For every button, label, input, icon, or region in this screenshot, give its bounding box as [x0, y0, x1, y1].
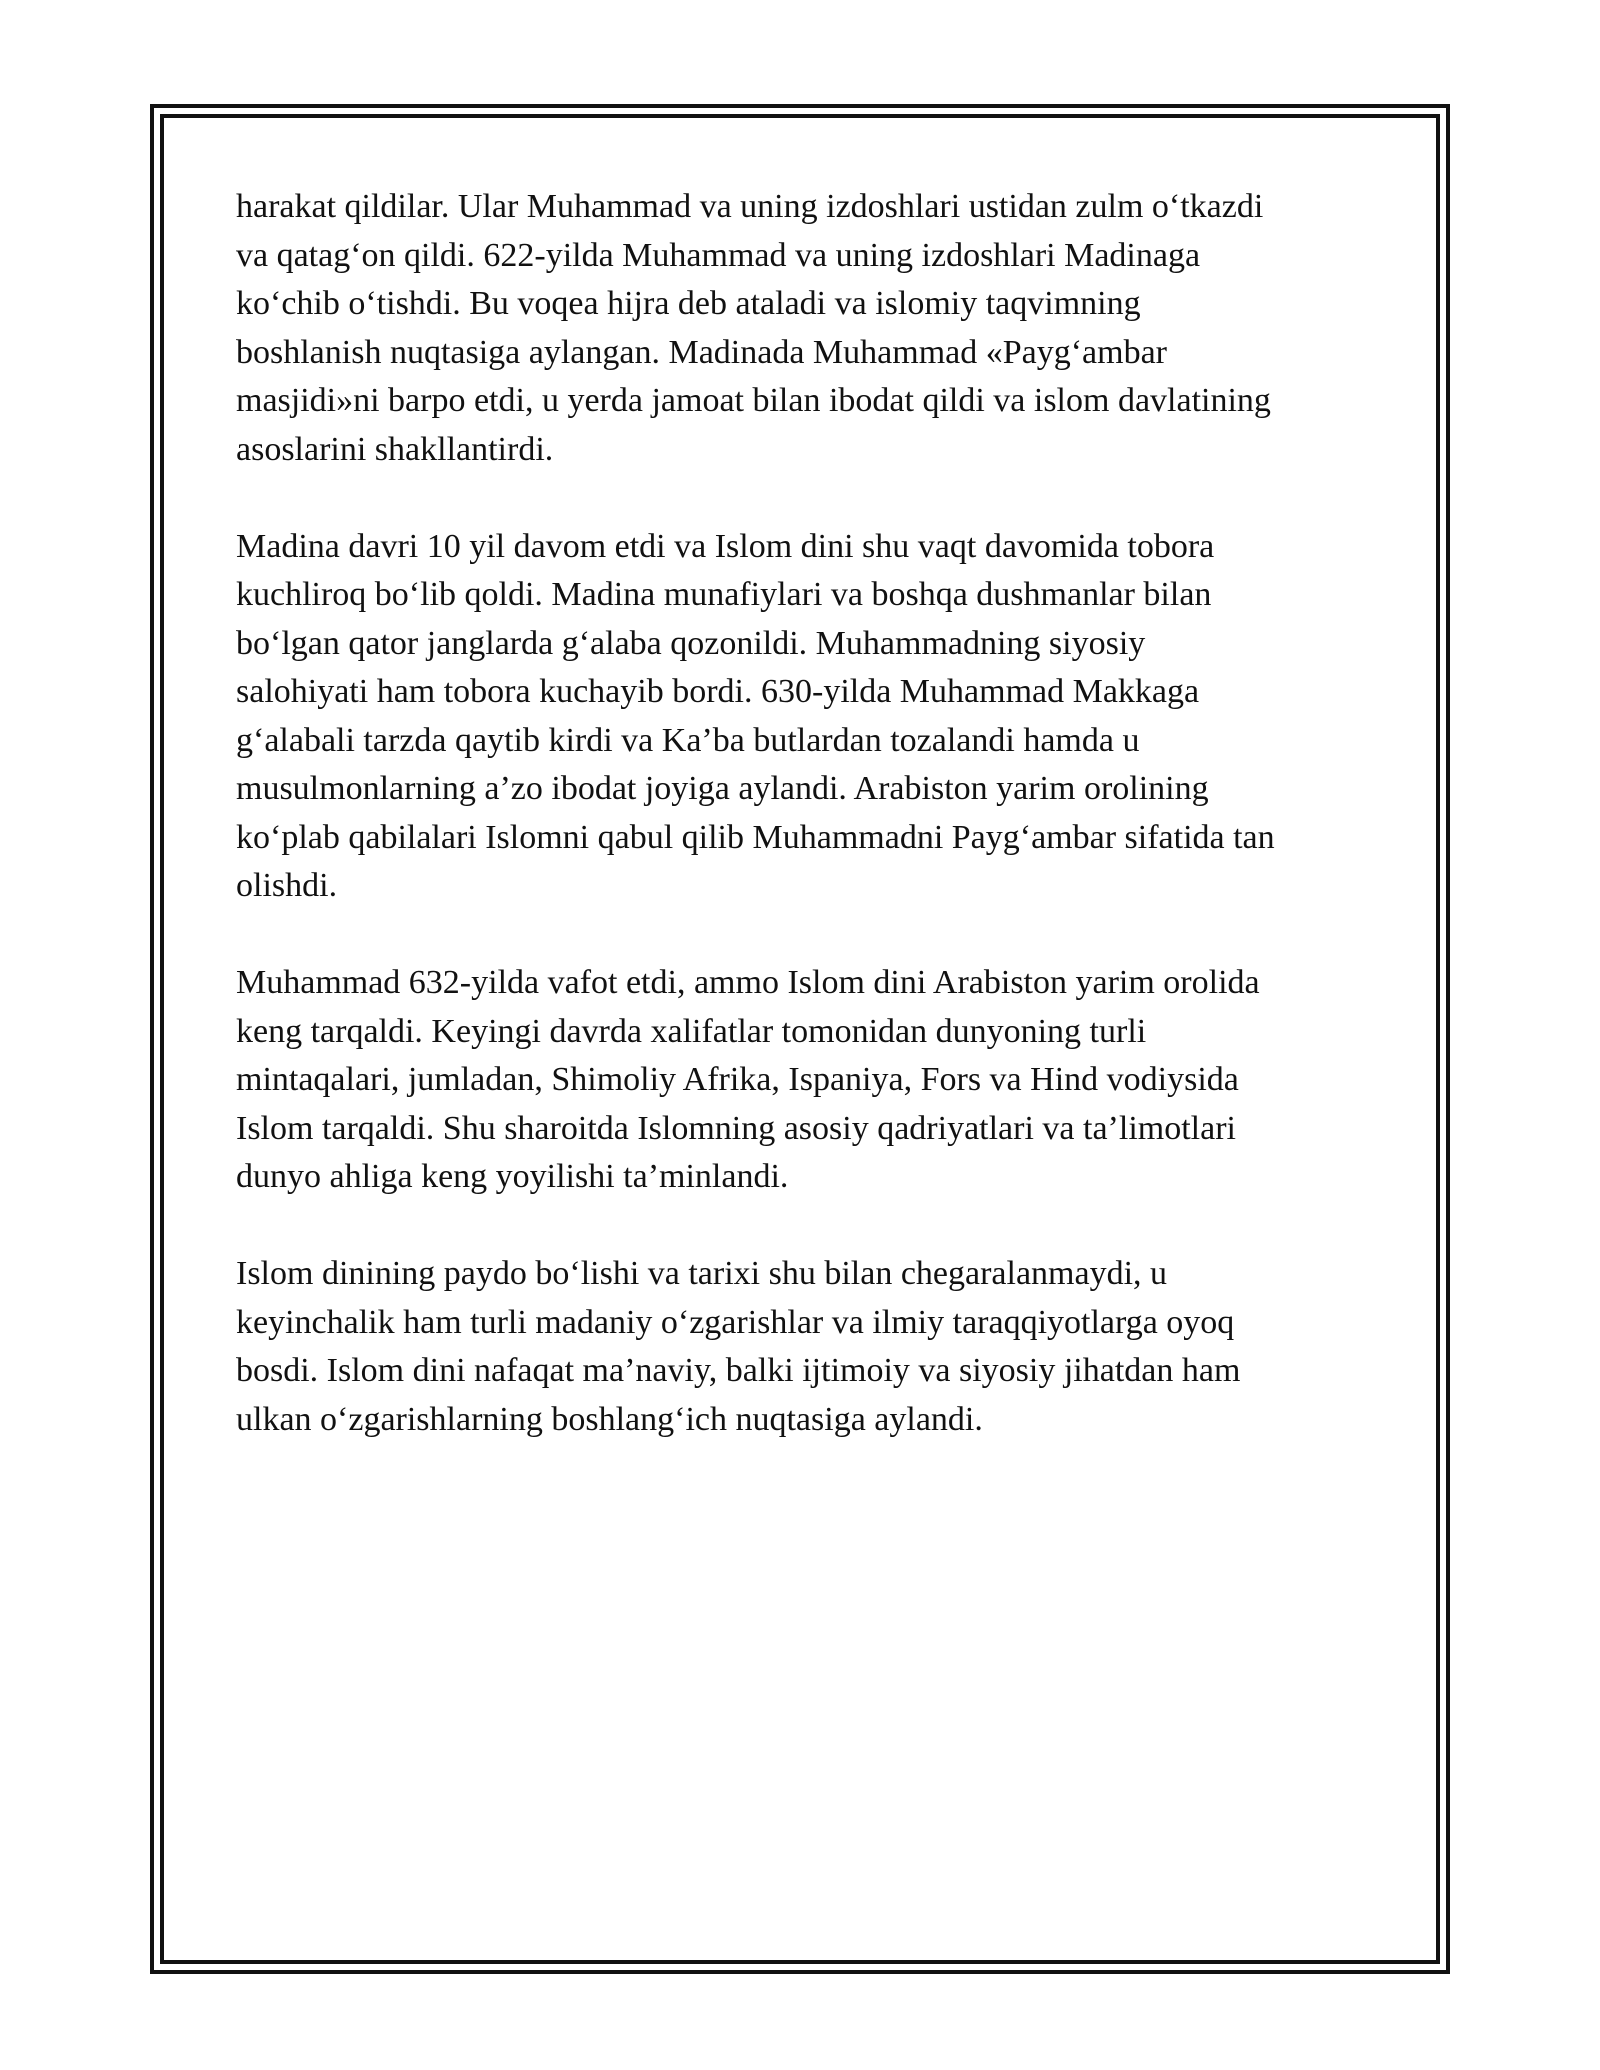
text-line: mintaqalari, jumladan, Shimoliy Afrika, Ispaniya, Fors va Hind vodiysida [236, 1061, 1239, 1098]
text-line: koʻchib oʻtishdi. Bu voqea hijra deb ataladi va islomiy taqvimning [236, 285, 1141, 322]
text-line: keyinchalik ham turli madaniy oʻzgarishlar va ilmiy taraqqiyotlarga oyoq [236, 1303, 1235, 1341]
text-line: asoslarini shakllantirdi. [236, 430, 554, 468]
text-line: masjidi»ni barpo etdi, u yerda jamoat bilan ibodat qildi va islom davlatining [236, 382, 1271, 419]
text-line: bosdi. Islom dini nafaqat ma’naviy, balki ijtimoiy va siyosiy jihatdan ham [236, 1352, 1241, 1389]
text-line: Muhammad 632-yilda vafot etdi, ammo Islom dini Arabiston yarim orolida [236, 964, 1260, 1001]
paragraph-3 [236, 959, 1386, 1202]
text-line: Islom dinining paydo boʻlishi va tarixi shu bilan chegaralanmaydi, u [236, 1255, 1168, 1292]
paragraph-4 [236, 1250, 1386, 1444]
text-line: boʻlgan qator janglarda gʻalaba qozonildi. Muhammadning siyosiy [236, 624, 1146, 662]
text-line: boshlanish nuqtasiga aylangan. Madinada Muhammad «Paygʻambar [236, 333, 1167, 371]
text-line: Islom tarqaldi. Shu sharoitda Islomning asosiy qadriyatlari va ta’limotlari [236, 1109, 1236, 1147]
paragraph-1 [236, 183, 1386, 474]
text-line: olishdi. [236, 867, 338, 904]
text-line: harakat qildilar. Ular Muhammad va uning izdoshlari ustidan zulm oʻtkazdi [236, 188, 1264, 225]
text-line: musulmonlarning a’zo ibodat joyiga aylandi. Arabiston yarim orolining [236, 770, 1209, 807]
paragraph-2 [236, 523, 1386, 911]
text-line: Madina davri 10 yil davom etdi va Islom dini shu vaqt davomida tobora [236, 527, 1215, 565]
text-line: keng tarqaldi. Keyingi davrda xalifatlar tomonidan dunyoning turli [236, 1012, 1147, 1050]
document-body [236, 183, 1386, 1493]
text-line: gʻalabali tarzda qaytib kirdi va Ka’ba butlardan tozalandi hamda u [236, 721, 1140, 759]
text-line: va qatagʻon qildi. 622-yilda Muhammad va uning izdoshlari Madinaga [236, 236, 1201, 274]
text-line: kuchliroq boʻlib qoldi. Madina munafiylari va boshqa dushmanlar bilan [236, 576, 1212, 613]
text-line: ulkan oʻzgarishlarning boshlangʻich nuqtasiga aylandi. [236, 1400, 983, 1438]
text-line: salohiyati ham tobora kuchayib bordi. 630-yilda Muhammad Makkaga [236, 673, 1200, 710]
text-line: dunyo ahliga keng yoyilishi ta’minlandi. [236, 1158, 789, 1195]
text-line: koʻplab qabilalari Islomni qabul qilib Muhammadni Paygʻambar sifatida tan [236, 818, 1275, 856]
